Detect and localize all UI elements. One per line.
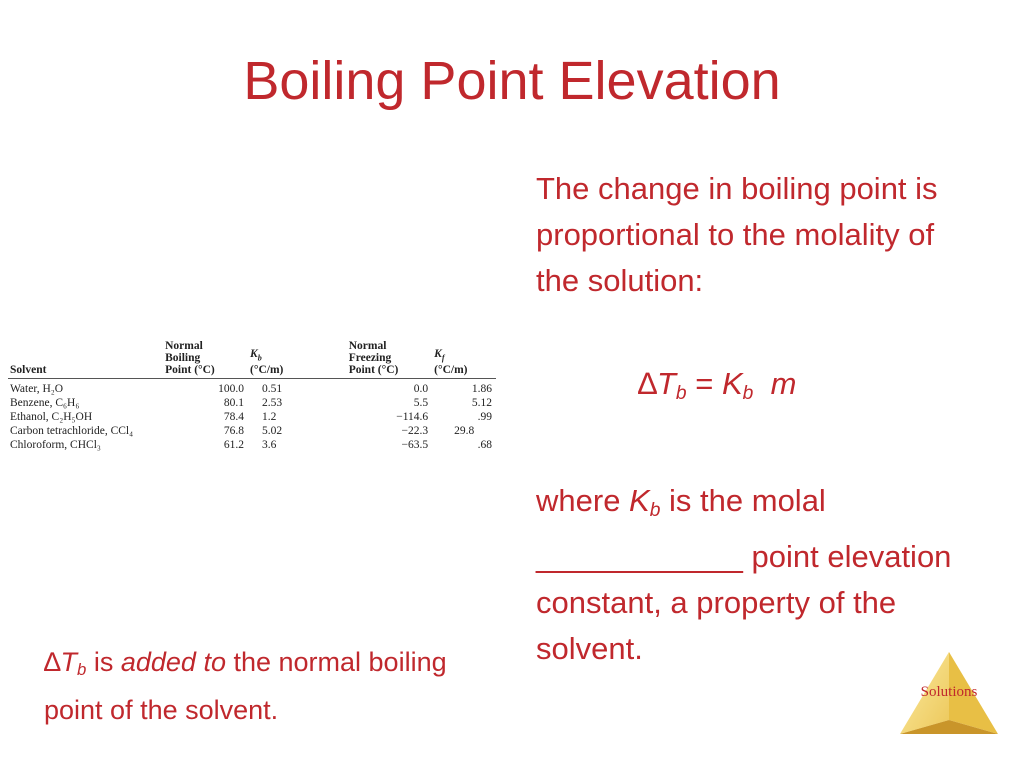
note-emphasis: added to bbox=[120, 647, 226, 677]
cell-nfp: −114.6 bbox=[396, 411, 429, 423]
solutions-badge-label: Solutions bbox=[920, 684, 978, 700]
header-normal-freezing-point: Normal Freezing Point (°C) bbox=[348, 340, 399, 376]
proportional-statement: The change in boiling point is proportional to the molality of the solution: bbox=[536, 171, 938, 298]
cell-kf: .68 bbox=[477, 439, 492, 451]
delta-note bbox=[44, 642, 474, 730]
note-t-sub: b bbox=[77, 660, 87, 680]
formula-t-sub: b bbox=[675, 382, 687, 404]
solvent-constants-table bbox=[8, 340, 496, 452]
note-rest: the normal boiling point of the solvent. bbox=[44, 647, 447, 726]
cell-kb: 3.6 bbox=[262, 439, 277, 451]
cell-kf: 1.86 bbox=[471, 383, 492, 395]
cell-nbp: 80.1 bbox=[223, 397, 245, 409]
cell-nfp: −63.5 bbox=[401, 439, 429, 451]
cell-solvent: Benzene, C₆H₆ bbox=[10, 397, 80, 409]
cell-solvent: Water, H₂O bbox=[10, 383, 64, 395]
cell-kb: 0.51 bbox=[262, 383, 283, 395]
cell-nbp: 76.8 bbox=[223, 425, 245, 437]
table-row bbox=[8, 410, 496, 424]
cell-nfp: 5.5 bbox=[413, 397, 429, 409]
cell-nfp: 0.0 bbox=[413, 383, 429, 395]
cell-nfp: −22.3 bbox=[401, 425, 429, 437]
table-row bbox=[8, 379, 496, 397]
cell-kf: 29.8 bbox=[454, 425, 475, 437]
cell-kb: 5.02 bbox=[262, 425, 283, 437]
cell-nbp: 61.2 bbox=[223, 439, 245, 451]
cell-solvent: Carbon tetrachloride, CCl₄ bbox=[10, 425, 134, 437]
note-is: is bbox=[86, 647, 121, 677]
cell-solvent: Ethanol, C₂H₅OH bbox=[10, 411, 93, 423]
header-solvent: Solvent bbox=[10, 364, 47, 376]
formula-k-sub: b bbox=[742, 382, 754, 404]
note-delta: ∆ bbox=[44, 647, 61, 677]
cell-kf: .99 bbox=[477, 411, 492, 423]
slide-title: Boiling Point Elevation bbox=[243, 51, 781, 111]
cell-nbp: 100.0 bbox=[218, 383, 245, 395]
formula-m: m bbox=[770, 366, 797, 401]
explanation-text bbox=[536, 166, 956, 304]
cell-nbp: 78.4 bbox=[223, 411, 245, 423]
where-k: K bbox=[629, 483, 650, 518]
header-kf: $K_f$ (°C/m) bbox=[434, 347, 468, 376]
header-normal-boiling-point: Normal Boiling Point (°C) bbox=[165, 340, 215, 376]
cell-kb: 1.2 bbox=[262, 411, 277, 423]
delta-symbol: ∆ bbox=[638, 366, 657, 401]
formula-k: K bbox=[721, 366, 743, 401]
table-row bbox=[8, 438, 496, 452]
header-kb: $K_b$ (°C/m) bbox=[250, 347, 284, 376]
note-t: T bbox=[60, 647, 78, 677]
cell-kb: 2.53 bbox=[262, 397, 283, 409]
boiling-point-formula bbox=[638, 366, 796, 405]
table-row bbox=[8, 396, 496, 410]
formula-t: T bbox=[656, 366, 676, 401]
where-prefix: where bbox=[536, 483, 630, 518]
where-k-sub: b bbox=[649, 499, 661, 521]
kb-definition bbox=[536, 478, 956, 672]
table-row bbox=[8, 424, 496, 438]
where-suffix: is the molal ____________ point elevation constant, a property of the solvent. bbox=[536, 483, 952, 666]
table-header-row bbox=[8, 340, 496, 379]
formula-equals: = bbox=[695, 366, 714, 401]
cell-kf: 5.12 bbox=[471, 397, 492, 409]
cell-solvent: Chloroform, CHCl₃ bbox=[10, 439, 101, 451]
